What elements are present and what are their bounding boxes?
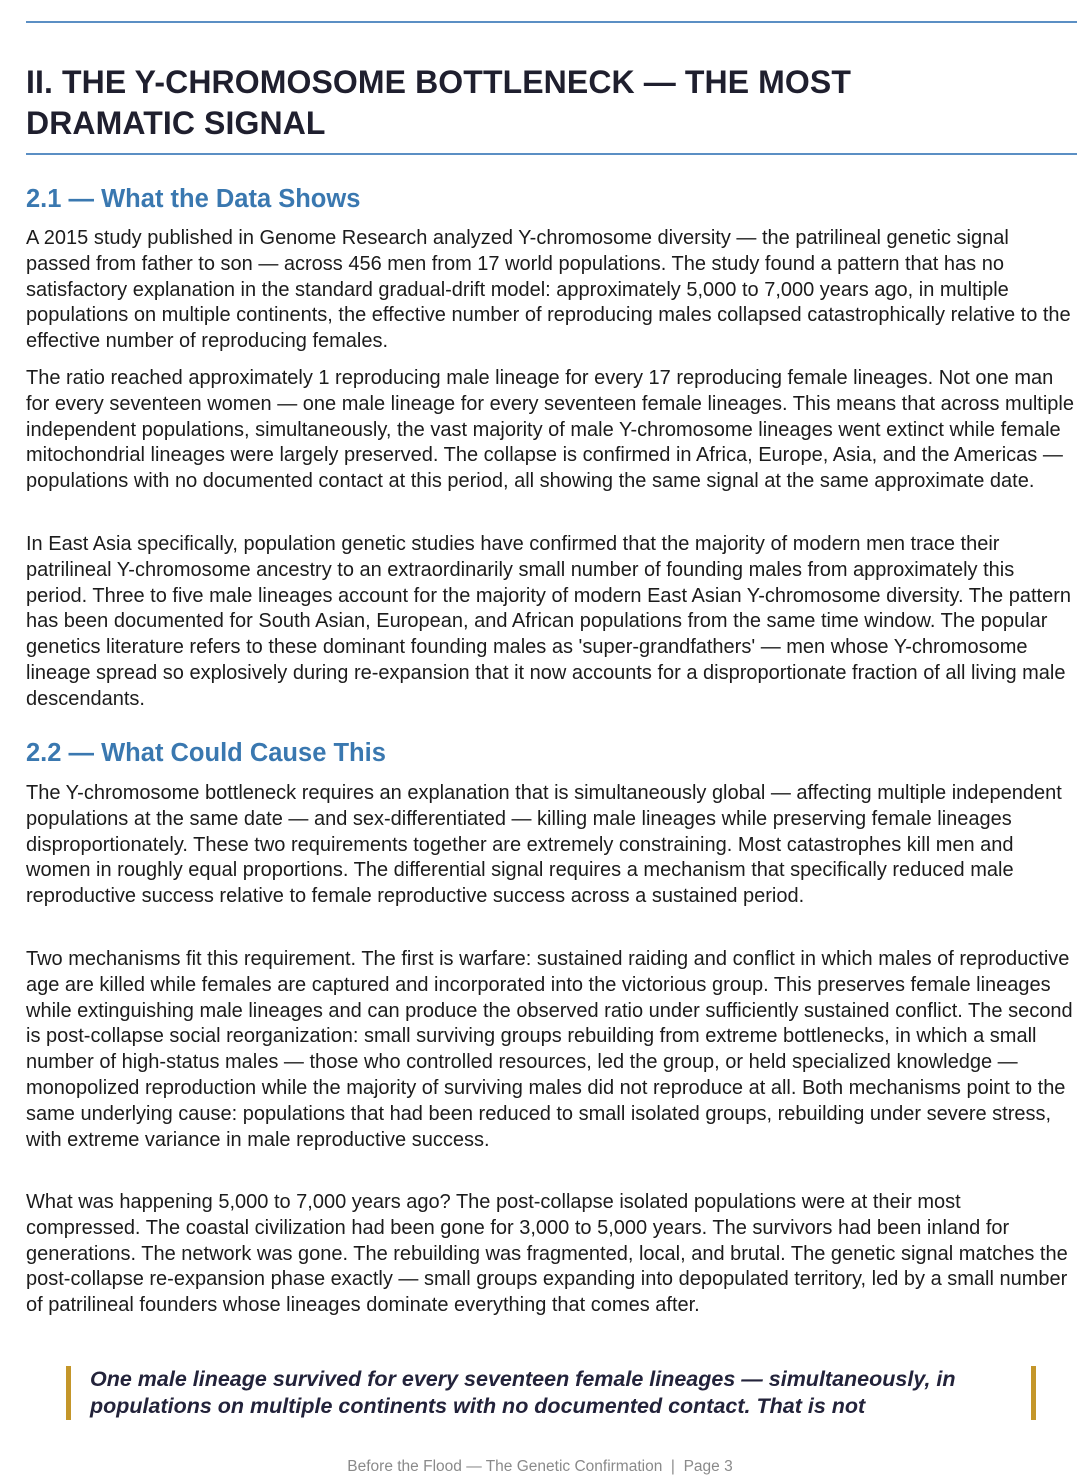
paragraph: The Y-chromosome bottleneck requires an explanation that is simultaneously global — affecting multiple independent populations at the same date — and sex-differentiated — killing male lineages while preserving female lineages disproportionately. These two requirements together are extremely constraining. Most catastrophes kill men and women in roughly equal proportions. The differential signal requires a mechanism that specifically reduced male reproductive success relative to female reproductive success across a sustained period.: [26, 782, 1062, 908]
quote-bar-right: [1031, 1366, 1036, 1420]
section-title: II. THE Y-CHROMOSOME BOTTLENECK — THE MOST DRAMATIC SIGNAL: [26, 64, 851, 141]
paragraph: Two mechanisms fit this requirement. The first is warfare: sustained raiding and conflict in which males of reproductive age are killed while females are captured and incorporated into the victorious group. This preserves female lineages while extinguishing male lineages and can produce the observed ratio under sufficiently sustained conflict. The second is post-collapse social reorganization: small surviving groups rebuilding from extreme bottlenecks, in which a small number of high-status males — those who controlled resources, led the group, or held specialized knowledge — monopolized reproduction while the majority of surviving males did not reproduce at all. Both mechanisms point to the same underlying cause: populations that had been reduced to small isolated groups, rebuilding under severe stress, with extreme variance in male reproductive success.: [26, 948, 1073, 1151]
page-footer: Before the Flood — The Genetic Confirmation | Page 3: [347, 1458, 733, 1475]
quote-bar-left: [66, 1366, 71, 1420]
subsection-heading-2-2: 2.2 — What Could Cause This: [26, 739, 386, 767]
title-divider: [26, 153, 1077, 155]
paragraph: A 2015 study published in Genome Research analyzed Y-chromosome diversity — the patrilineal genetic signal passed from father to son — across 456 men from 17 world populations. The study found a pattern that has no satisfactory explanation in the standard gradual-drift model: approximately 5,000 to 7,000 years ago, in multiple populations on multiple continents, the effective number of reproducing males collapsed catastrophically relative to the effective number of reproducing females.: [26, 227, 1071, 353]
paragraph: What was happening 5,000 to 7,000 years ago? The post-collapse isolated populations were at their most compressed. The coastal civilization had been gone for 3,000 to 5,000 years. The survivors had been inland for generations. The network was gone. The rebuilding was fragmented, local, and brutal. The genetic signal matches the post-collapse re-expansion phase exactly — small groups expanding into depopulated territory, led by a small number of patrilineal founders whose lineages dominate everything that comes after.: [26, 1191, 1068, 1317]
top-divider: [26, 21, 1077, 23]
paragraph: The ratio reached approximately 1 reproducing male lineage for every 17 reproducing female lineages. Not one man for every seventeen women — one male lineage for every seventeen female lineages. This means that across multiple independent populations, simultaneously, the vast majority of male Y-chromosome lineages went extinct while female mitochondrial lineages were largely preserved. The collapse is confirmed in Africa, Europe, Asia, and the Americas — populations with no documented contact at this period, all showing the same signal at the same approximate date.: [26, 367, 1074, 493]
pull-quote: [66, 1364, 1036, 1420]
pull-quote-text: One male lineage survived for every seventeen female lineages — simultaneously, in populations on multiple continents with no documented contact. That is not: [90, 1367, 956, 1418]
paragraph: In East Asia specifically, population genetic studies have confirmed that the majority of modern men trace their patrilineal Y-chromosome ancestry to an extraordinarily small number of founding males from approximately this period. Three to five male lineages account for the majority of modern East Asian Y-chromosome diversity. The pattern has been documented for South Asian, European, and African populations from the same time window. The popular genetics literature refers to these dominant founding males as 'super-grandfathers' — men whose Y-chromosome lineage spread so explosively during re-expansion that it now accounts for a disproportionate fraction of all living male descendants.: [26, 533, 1071, 710]
subsection-heading-2-1: 2.1 — What the Data Shows: [26, 185, 361, 213]
